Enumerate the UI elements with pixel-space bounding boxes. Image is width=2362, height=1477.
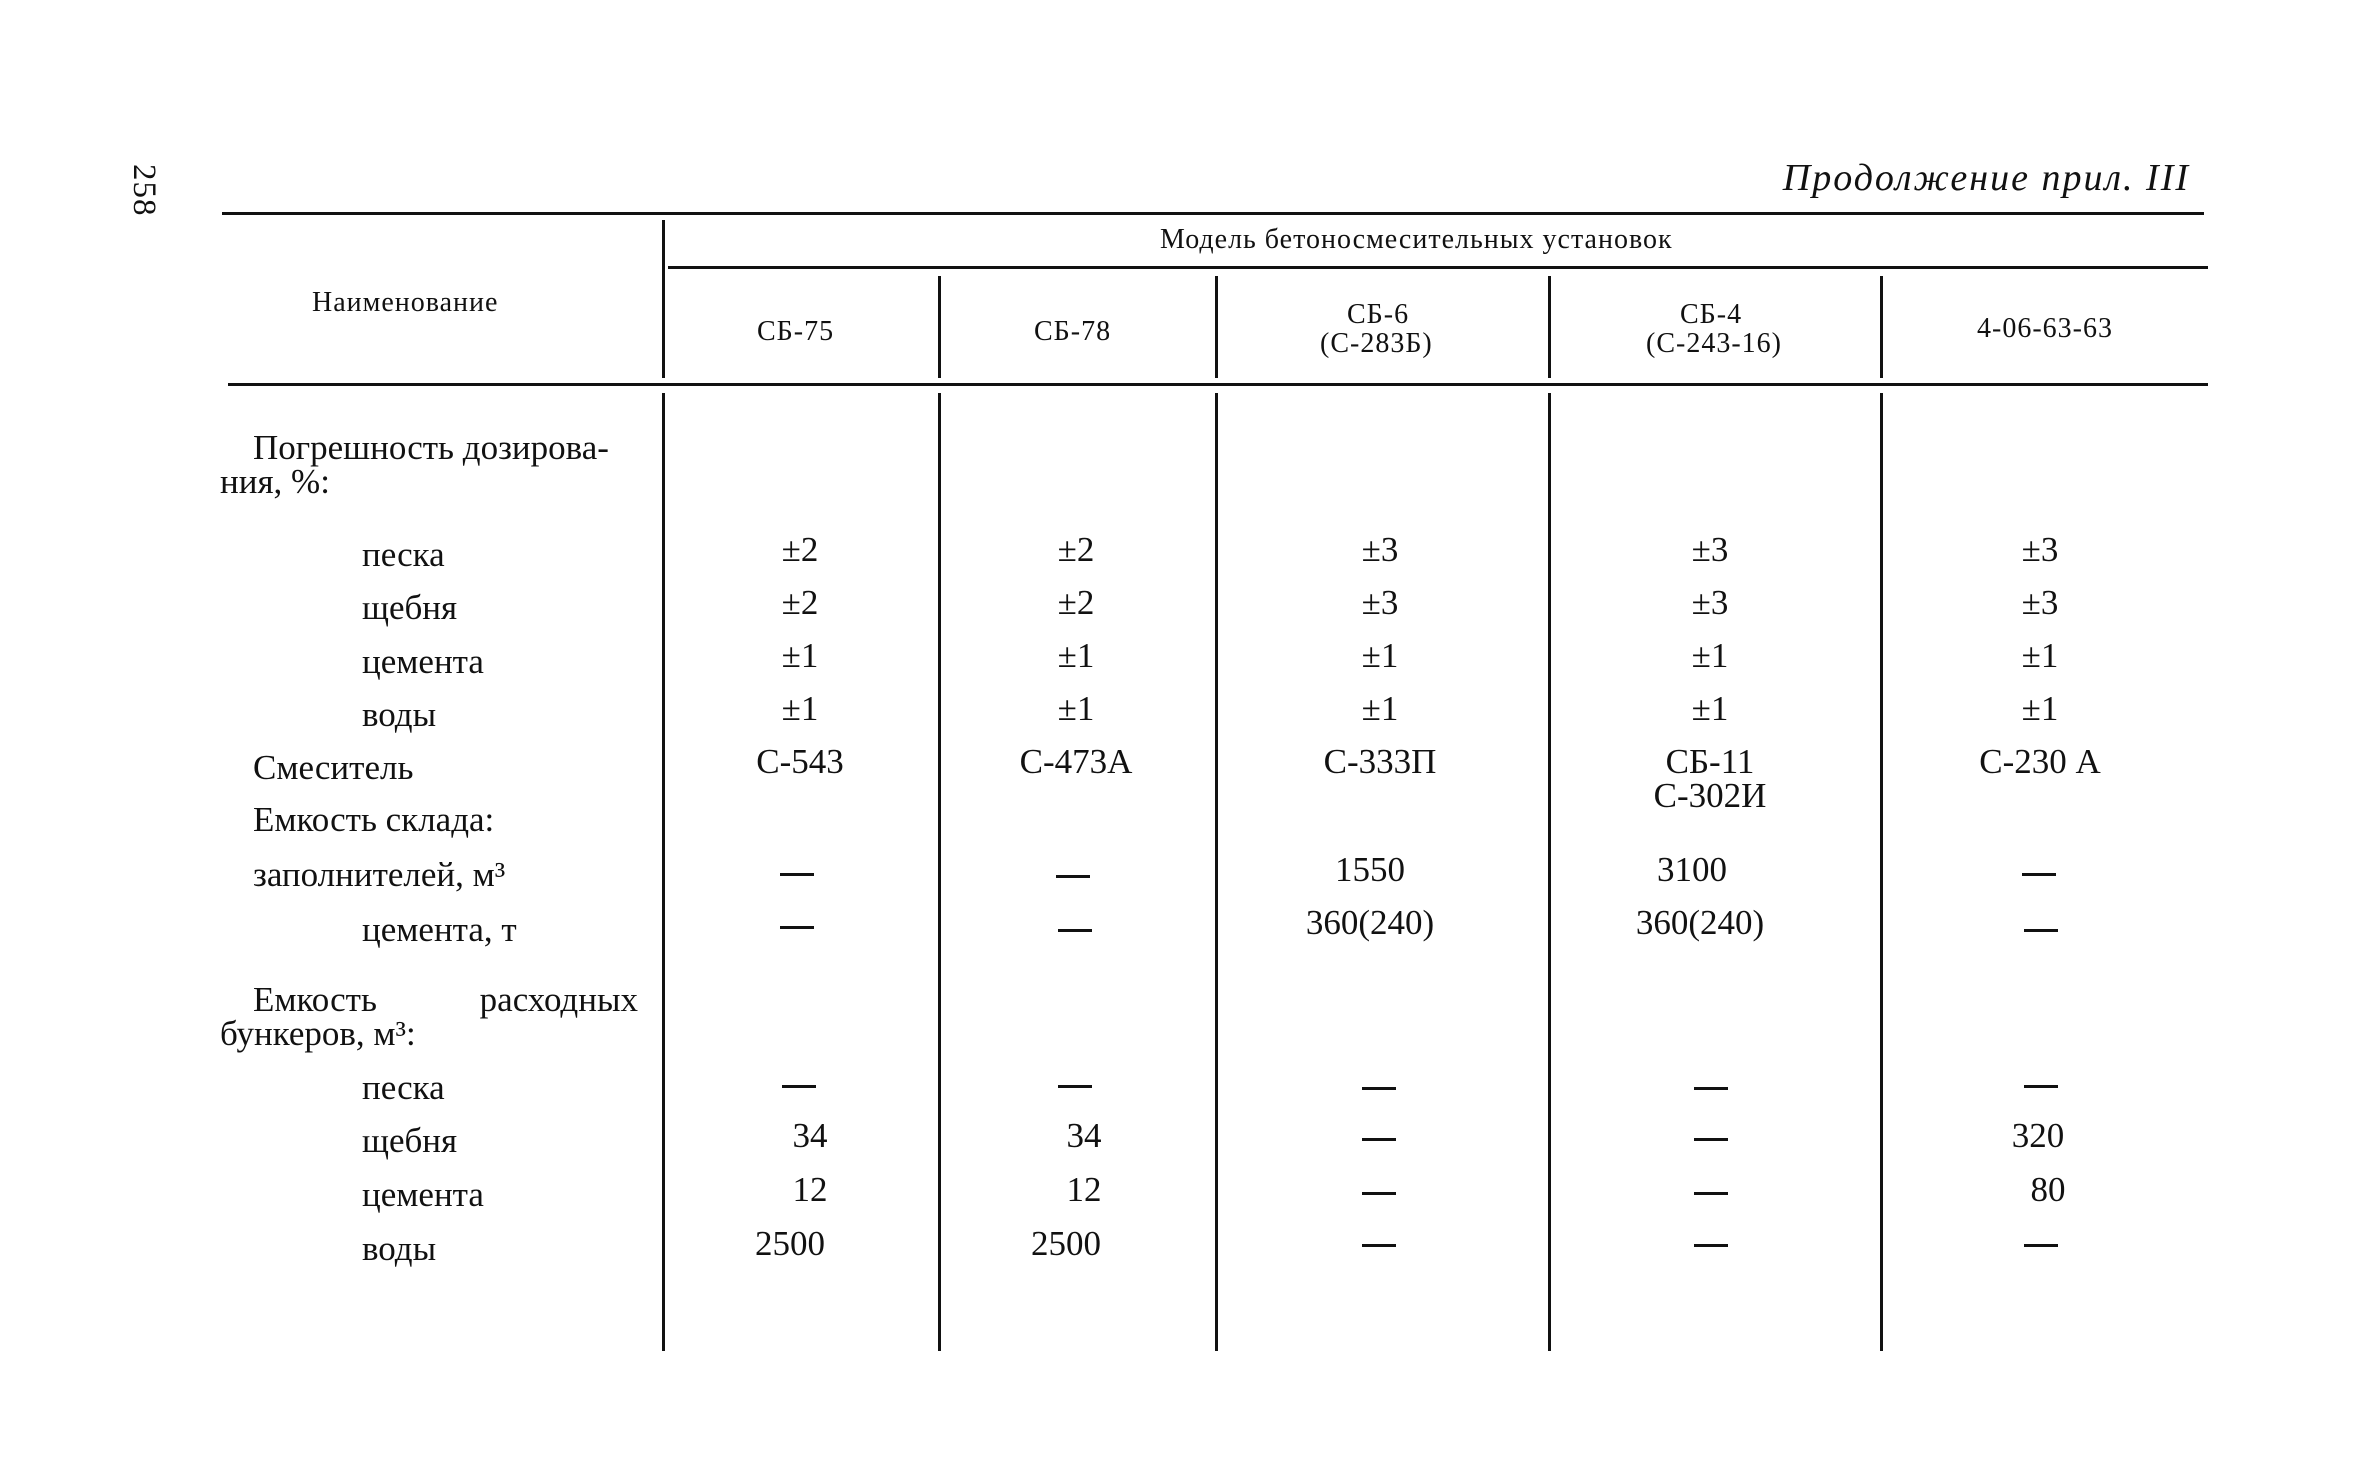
- cell-water-4: ±1: [1691, 689, 1729, 728]
- row-label-hopper-capacity: Емкость расходных: [253, 980, 638, 1019]
- row-label-hopper-cement: цемента: [362, 1175, 484, 1214]
- row-label-storage-capacity: Емкость склада:: [253, 800, 495, 839]
- row-label-aggregates: заполнителей, м³: [253, 855, 506, 894]
- body-divider-3: [1548, 393, 1551, 1351]
- cell-hopper-gravel-1: 34: [792, 1116, 828, 1155]
- cell-aggregates-3: 1550: [1335, 850, 1405, 889]
- cell-hopper-sand-1-dash: [782, 1085, 816, 1088]
- cell-mixer-5: С-230 А: [1979, 742, 2101, 781]
- cell-gravel-3: ±3: [1361, 583, 1399, 622]
- cell-hopper-sand-3-dash: [1362, 1087, 1396, 1090]
- cell-cement-tonnes-5-dash: [2024, 929, 2058, 932]
- cell-sand-1: ±2: [781, 530, 819, 569]
- cell-cement-tonnes-1-dash: [780, 926, 814, 929]
- cell-cement-tonnes-2-dash: [1058, 929, 1092, 932]
- model-header-5: 4-06-63-63: [1977, 313, 2113, 344]
- cell-hopper-water-5-dash: [2024, 1244, 2058, 1247]
- group-header-rule: [668, 266, 2208, 269]
- cell-sand-4: ±3: [1691, 530, 1729, 569]
- row-label-mixer: Смеситель: [253, 748, 414, 787]
- header-divider-1: [938, 276, 941, 378]
- model-header-3: СБ-6: [1347, 299, 1410, 330]
- model-header-1: СБ-75: [757, 316, 835, 347]
- header-bottom-rule: [228, 383, 2208, 386]
- cell-hopper-cement-5: 80: [2030, 1170, 2066, 1209]
- cell-hopper-sand-5-dash: [2024, 1085, 2058, 1088]
- cell-cement-2: ±1: [1057, 636, 1095, 675]
- cell-gravel-5: ±3: [2021, 583, 2059, 622]
- cell-mixer-1: С-543: [756, 742, 844, 781]
- cell-aggregates-2-dash: [1056, 875, 1090, 878]
- cell-cement-5: ±1: [2021, 636, 2059, 675]
- cell-hopper-water-2: 2500: [1031, 1224, 1101, 1263]
- cell-gravel-4: ±3: [1691, 583, 1729, 622]
- cell-hopper-gravel-2: 34: [1066, 1116, 1102, 1155]
- cell-hopper-cement-3-dash: [1362, 1192, 1396, 1195]
- stub-header: Наименование: [312, 287, 499, 318]
- page-number: 258: [126, 164, 162, 217]
- cell-mixer-4-extra: С-302И: [1653, 776, 1767, 815]
- header-divider-stub: [662, 220, 665, 378]
- model-header-4: СБ-4: [1680, 299, 1743, 330]
- cell-sand-3: ±3: [1361, 530, 1399, 569]
- cell-gravel-1: ±2: [781, 583, 819, 622]
- row-label-dosing-error-cont: ния, %:: [220, 462, 330, 501]
- header-divider-3: [1548, 276, 1551, 378]
- cell-water-3: ±1: [1361, 689, 1399, 728]
- group-header: Модель бетоносмесительных установок: [1160, 224, 1673, 255]
- cell-hopper-gravel-3-dash: [1362, 1138, 1396, 1141]
- cell-hopper-water-3-dash: [1362, 1244, 1396, 1247]
- cell-sand-5: ±3: [2021, 530, 2059, 569]
- cell-aggregates-5-dash: [2022, 873, 2056, 876]
- model-header-2: СБ-78: [1034, 316, 1112, 347]
- cell-hopper-sand-2-dash: [1058, 1085, 1092, 1088]
- cell-cement-tonnes-4: 360(240): [1635, 903, 1765, 942]
- row-label-cement: цемента: [362, 642, 484, 681]
- model-header-3-sub: (С-283Б): [1320, 328, 1433, 359]
- cell-mixer-3: С-333П: [1323, 742, 1437, 781]
- cell-hopper-cement-2: 12: [1066, 1170, 1102, 1209]
- cell-cement-3: ±1: [1361, 636, 1399, 675]
- cell-hopper-water-1: 2500: [755, 1224, 825, 1263]
- cell-mixer-2: С-473А: [1019, 742, 1133, 781]
- row-label-water: воды: [362, 695, 437, 734]
- cell-water-2: ±1: [1057, 689, 1095, 728]
- cell-gravel-2: ±2: [1057, 583, 1095, 622]
- row-label-hopper-sand: песка: [362, 1068, 445, 1107]
- cell-cement-1: ±1: [781, 636, 819, 675]
- row-label-dosing-error: Погрешность дозирова-: [253, 428, 609, 467]
- cell-hopper-gravel-4-dash: [1694, 1138, 1728, 1141]
- cell-sand-2: ±2: [1057, 530, 1095, 569]
- cell-aggregates-4: 3100: [1657, 850, 1727, 889]
- cell-hopper-cement-1: 12: [792, 1170, 828, 1209]
- cell-water-1: ±1: [781, 689, 819, 728]
- row-label-hopper-capacity-cont: бункеров, м³:: [220, 1014, 416, 1053]
- row-label-gravel: щебня: [362, 588, 458, 627]
- cell-cement-4: ±1: [1691, 636, 1729, 675]
- row-label-hopper-gravel: щебня: [362, 1121, 458, 1160]
- row-label-cement-tonnes: цемента, т: [362, 910, 517, 949]
- cell-cement-tonnes-3: 360(240): [1305, 903, 1435, 942]
- header-divider-4: [1880, 276, 1883, 378]
- cell-hopper-gravel-5: 320: [2011, 1116, 2065, 1155]
- body-divider-4: [1880, 393, 1883, 1351]
- cell-hopper-sand-4-dash: [1694, 1087, 1728, 1090]
- cell-aggregates-1-dash: [780, 873, 814, 876]
- row-label-sand: песка: [362, 535, 445, 574]
- cell-hopper-cement-4-dash: [1694, 1192, 1728, 1195]
- cell-hopper-water-4-dash: [1694, 1244, 1728, 1247]
- row-label-hopper-water: воды: [362, 1229, 437, 1268]
- cell-mixer-4: СБ-11: [1665, 742, 1755, 781]
- cell-water-5: ±1: [2021, 689, 2059, 728]
- header-divider-2: [1215, 276, 1218, 378]
- running-head: Продолжение прил. III: [1782, 157, 2190, 199]
- model-header-4-sub: (С-243-16): [1646, 328, 1782, 359]
- top-rule: [222, 212, 2204, 215]
